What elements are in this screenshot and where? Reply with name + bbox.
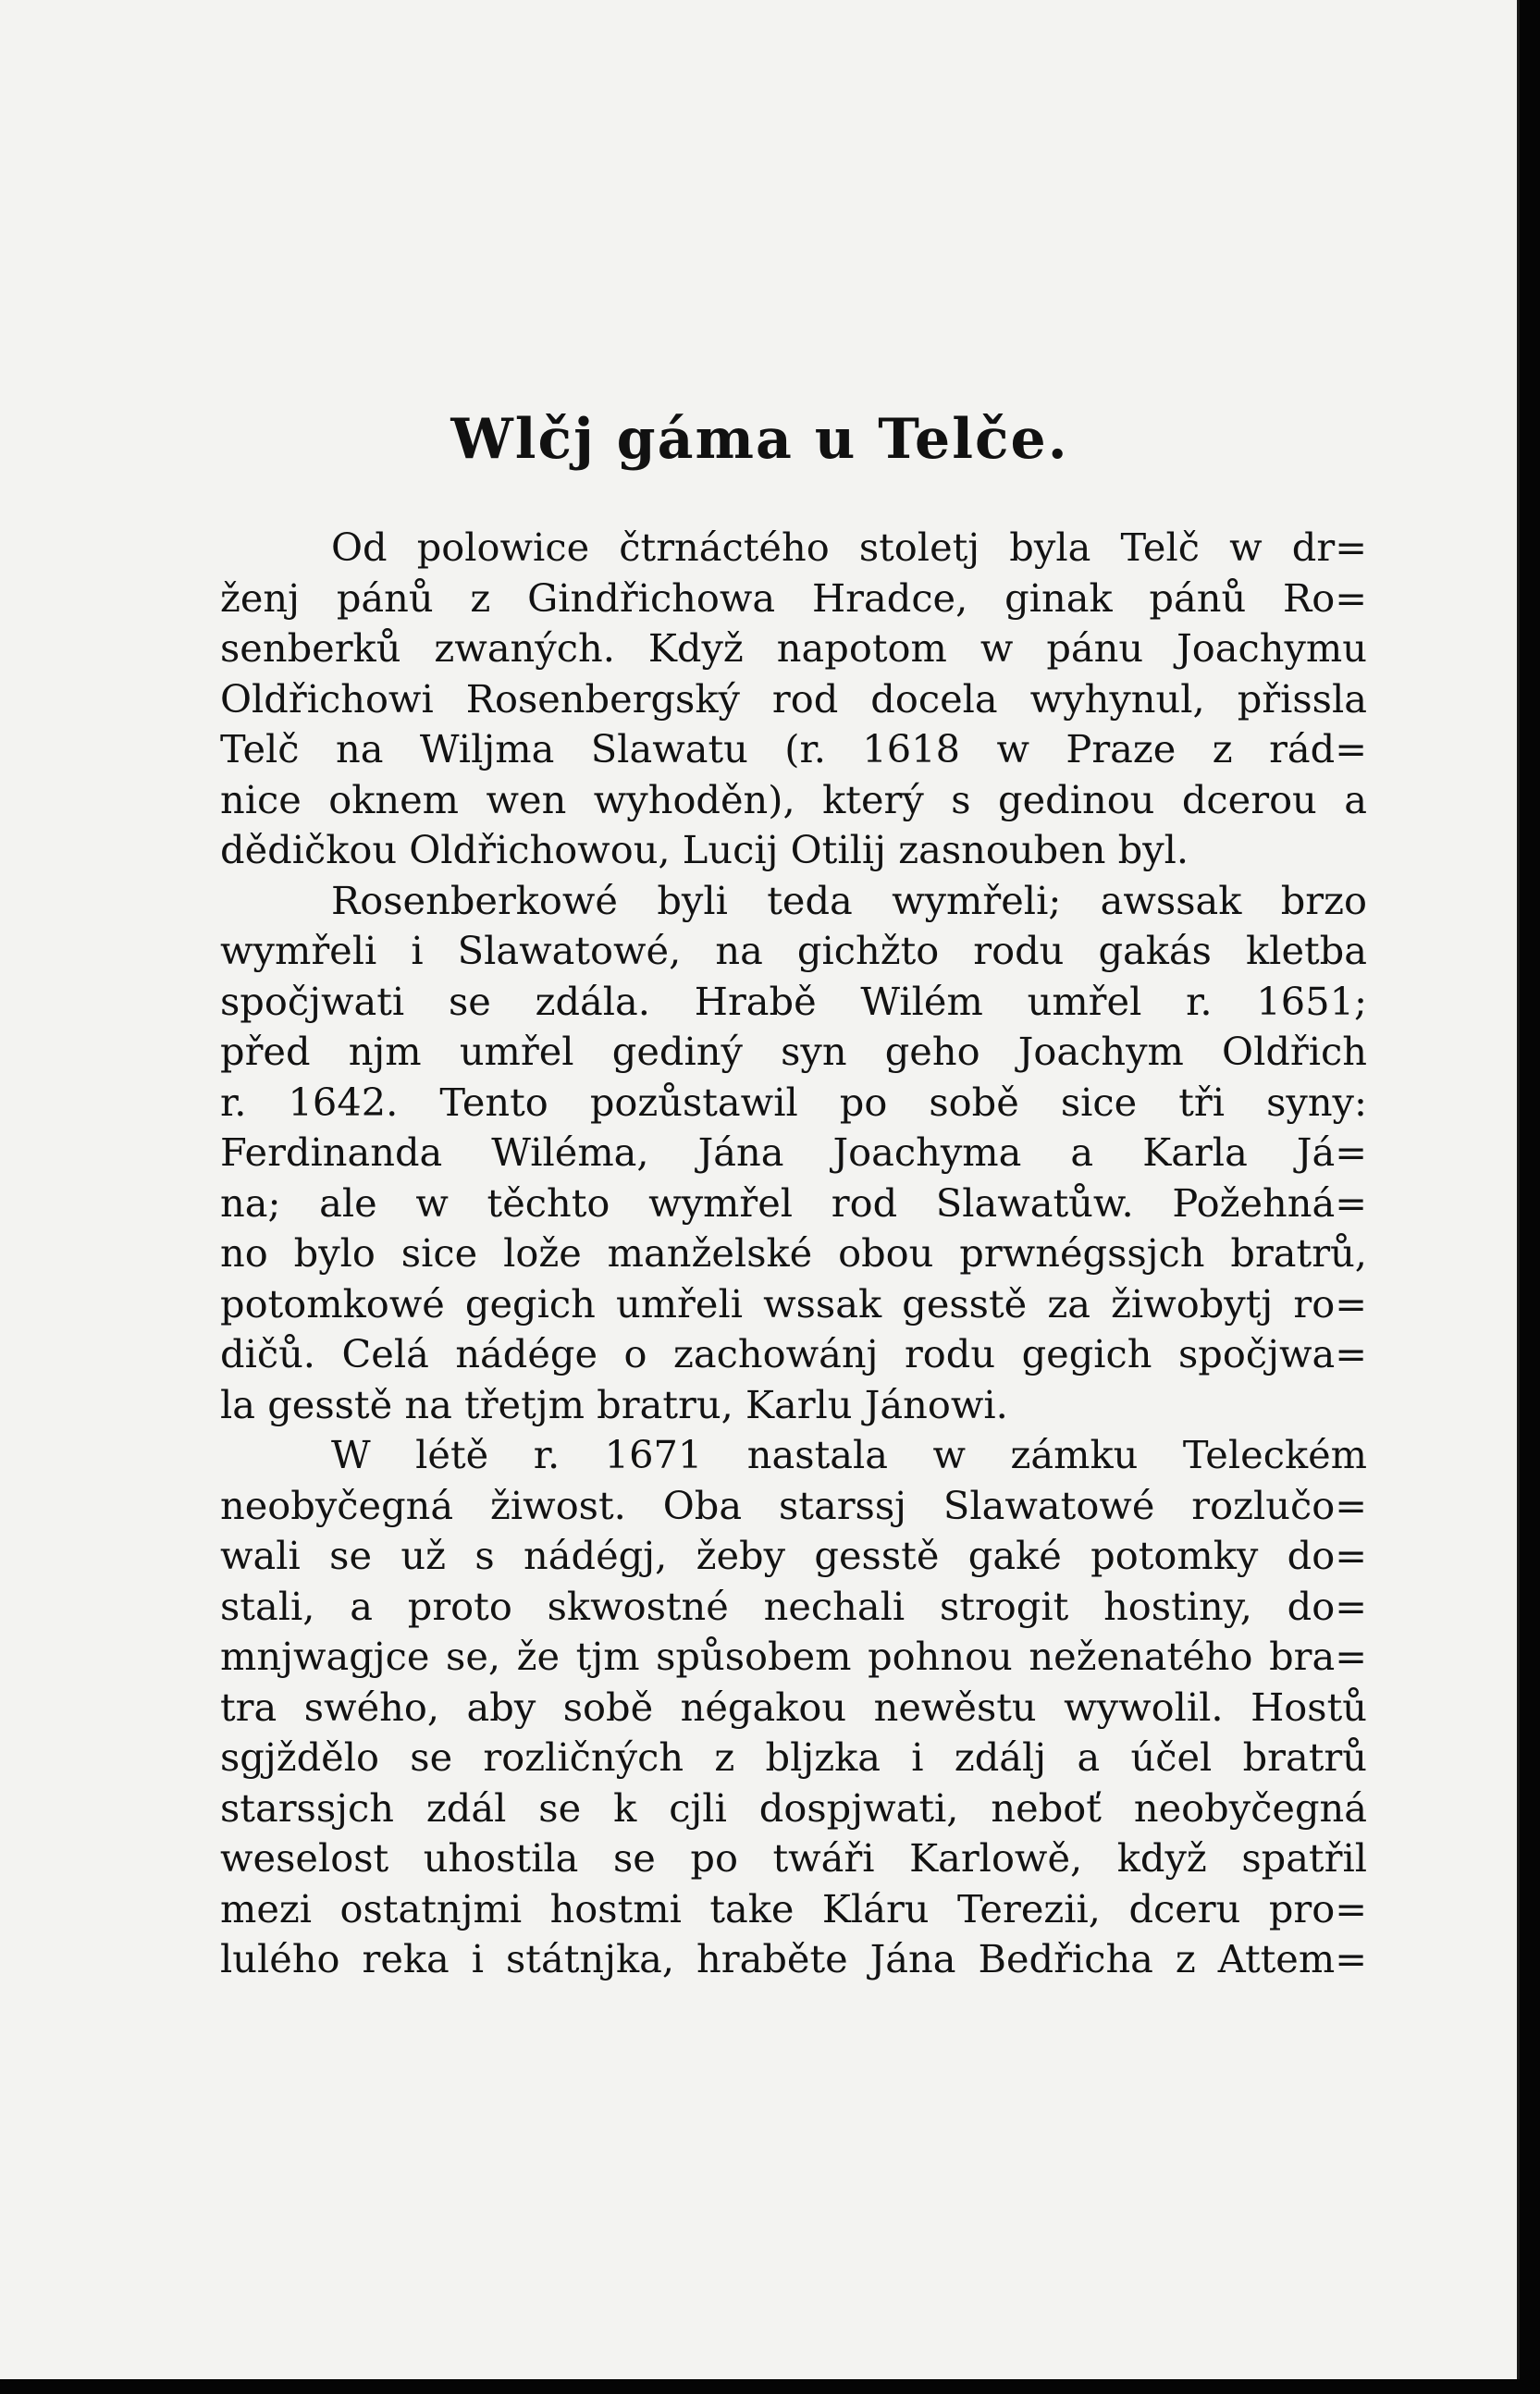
text-line: no bylo sice lože manželské obou prwnégssjch bratrů,	[220, 1230, 1367, 1276]
text-line: weselost uhostila se po twáři Karlowě, když spatřil	[220, 1835, 1367, 1881]
text-line: wali se už s nádégj, žeby gesstě gaké potomky do=	[220, 1533, 1367, 1578]
text-line: mezi ostatnjmi hostmi take Kláru Terezii, dceru pro=	[220, 1885, 1367, 1931]
text-line: ženj pánů z Gindřichowa Hradce, ginak pánů Ro=	[220, 574, 1367, 621]
text-line: la gesstě na třetjm bratru, Karlu Jánowi.	[220, 1381, 1008, 1427]
scan-border-bottom	[0, 2379, 1540, 2394]
text-line: Telč na Wiljma Slawatu (r. 1618 w Praze z rád=	[220, 726, 1367, 771]
page-title: Wlčj gáma u Telče.	[450, 407, 1069, 472]
text-line: Od polowice čtrnáctého stoletj byla Telč w dr=	[331, 524, 1367, 570]
text-line: dičů. Celá nádége o zachowánj rodu gegich spočjwa=	[220, 1331, 1367, 1376]
text-line: Ferdinanda Wiléma, Jána Joachyma a Karla Já=	[220, 1129, 1367, 1175]
text-line: mnjwagjce se, že tjm spůsobem pohnou neženatého bra=	[220, 1634, 1367, 1679]
text-line: sgjždělo se rozličných z bljzka i zdálj a účel bratrů	[220, 1734, 1367, 1780]
text-line: Rosenberkowé byli teda wymřeli; awssak brzo	[331, 877, 1367, 923]
text-line: starssjch zdál se k cjli dospjwati, neboť neobyčegná	[220, 1784, 1367, 1831]
text-line: tra swého, aby sobě négakou newěstu wywolil. Hostů	[220, 1684, 1367, 1730]
text-line: wymřeli i Slawatowé, na gichžto rodu gakás kletba	[220, 928, 1367, 973]
text-line: nice oknem wen wyhoděn), který s gedinou dcerou a	[220, 776, 1367, 822]
text-line: potomkowé gegich umřeli wssak gesstě za žiwobytj ro=	[220, 1280, 1367, 1327]
text-line: lulého reka i státnjka, hraběte Jána Bedřicha z Attem=	[220, 1936, 1367, 1981]
text-line: dědičkou Oldřichowou, Lucij Otilij zasnouben byl.	[220, 827, 1189, 872]
text-line: před njm umřel gediný syn geho Joachym Oldřich	[220, 1029, 1367, 1074]
text-line: r. 1642. Tento pozůstawil po sobě sice tři syny:	[220, 1079, 1367, 1125]
text-line: stali, a proto skwostné nechali strogit hostiny, do=	[220, 1583, 1367, 1629]
text-line: W létě r. 1671 nastala w zámku Teleckém	[331, 1432, 1367, 1477]
text-line: senberků zwaných. Když napotom w pánu Joachymu	[220, 625, 1367, 671]
text-line: neobyčegná žiwost. Oba starssj Slawatowé rozlučo=	[220, 1482, 1367, 1528]
text-line: spočjwati se zdála. Hrabě Wilém umřel r. 1651;	[220, 978, 1367, 1024]
text-line: na; ale w těchto wymřel rod Slawatůw. Požehná=	[220, 1179, 1367, 1226]
body-text	[220, 523, 1367, 1985]
text-line: Oldřichowi Rosenbergský rod docela wyhynul, přissla	[220, 675, 1367, 722]
scan-border-right	[1520, 0, 1540, 2394]
